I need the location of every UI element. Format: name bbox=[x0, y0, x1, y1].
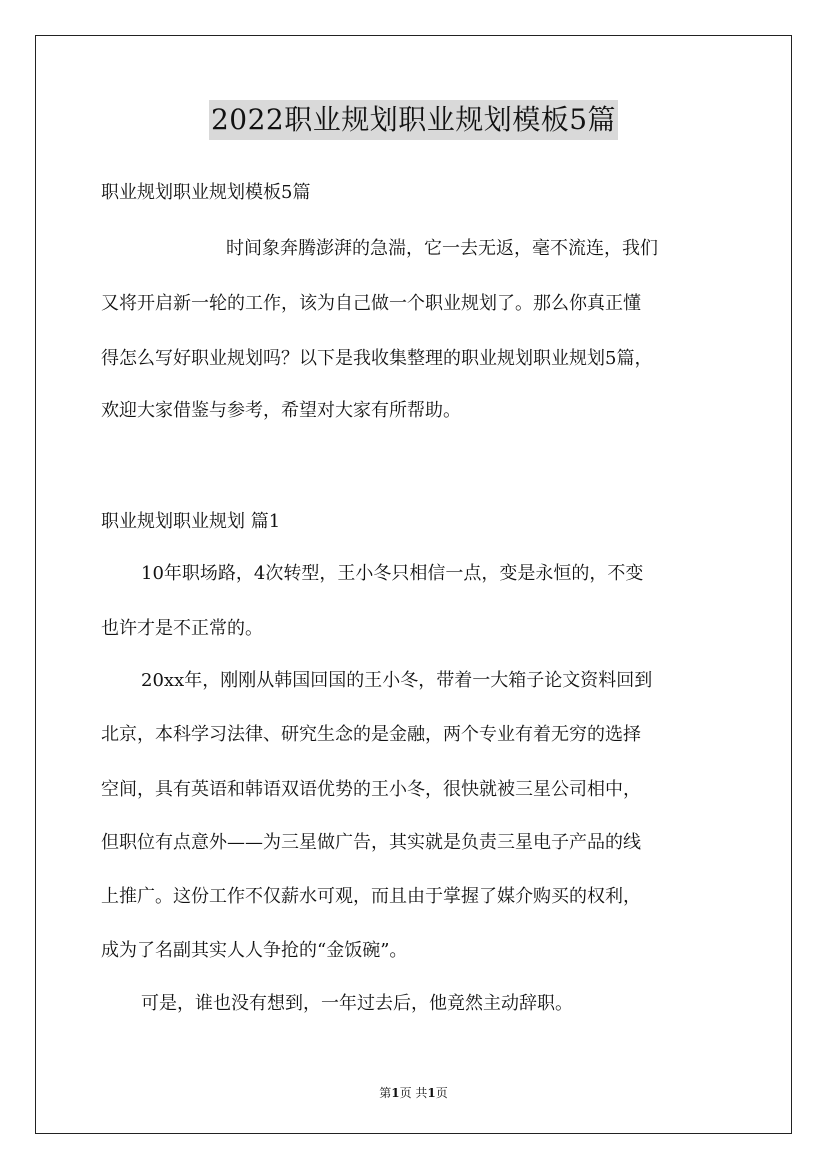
paragraph-line: 成为了名副其实人人争抢的“金饭碗”。 bbox=[101, 940, 408, 961]
paragraph-line: 上推广。这份工作不仅薪水可观，而且由于掌握了媒介购买的权利， bbox=[101, 886, 641, 907]
intro-line: 欢迎大家借鉴与参考，希望对大家有所帮助。 bbox=[101, 400, 461, 421]
intro-line: 时间象奔腾澎湃的急湍，它一去无返，毫不流连，我们 bbox=[226, 238, 658, 259]
document-title: 2022职业规划职业规划模板5篇 bbox=[209, 100, 618, 140]
footer-page-current: 1 bbox=[391, 1086, 400, 1100]
footer-page-prefix: 第 bbox=[379, 1086, 392, 1100]
paragraph-line: 可是，谁也没有想到，一年过去后，他竟然主动辞职。 bbox=[141, 993, 573, 1014]
paragraph-line: 但职位有点意外——为三星做广告，其实就是负责三星电子产品的线 bbox=[101, 832, 641, 853]
section-heading: 职业规划职业规划 篇1 bbox=[101, 511, 281, 532]
paragraph-line: 空间，具有英语和韩语双语优势的王小冬，很快就被三星公司相中， bbox=[101, 779, 641, 800]
paragraph-line: 北京，本科学习法律、研究生念的是金融，两个专业有着无穷的选择 bbox=[101, 724, 641, 745]
paragraph-line: 也许才是不正常的。 bbox=[101, 618, 263, 639]
intro-line: 得怎么写好职业规划吗？以下是我收集整理的职业规划职业规划5篇， bbox=[101, 348, 653, 369]
paragraph-line: 10年职场路，4次转型，王小冬只相信一点，变是永恒的，不变 bbox=[141, 563, 644, 584]
paragraph-line: 20xx年，刚刚从韩国回国的王小冬，带着一大箱子论文资料回到 bbox=[141, 670, 653, 691]
footer-page-suffix: 页 bbox=[435, 1086, 448, 1100]
footer-page-total: 1 bbox=[427, 1086, 436, 1100]
title-wrapper bbox=[0, 100, 827, 140]
intro-line: 又将开启新一轮的工作，该为自己做一个职业规划了。那么你真正懂 bbox=[101, 293, 641, 314]
page-footer bbox=[0, 1085, 827, 1101]
footer-page-mid: 页 共 bbox=[399, 1086, 428, 1100]
document-subtitle: 职业规划职业规划模板5篇 bbox=[101, 182, 311, 203]
